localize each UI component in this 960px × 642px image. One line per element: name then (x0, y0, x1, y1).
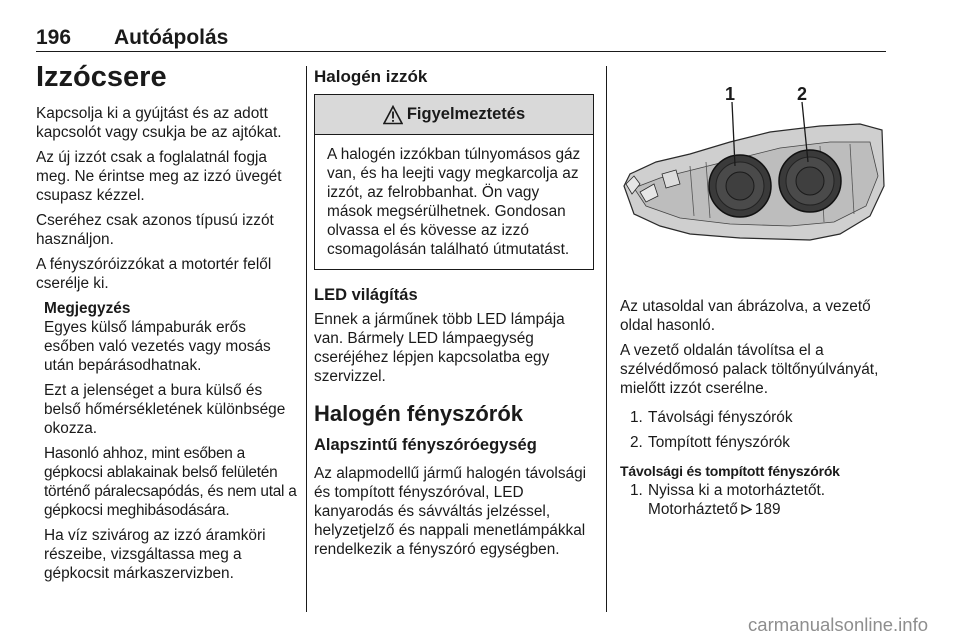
watermark: carmanualsonline.info (748, 614, 928, 635)
step-number: 1. (630, 482, 643, 499)
warning-header (315, 95, 593, 135)
page-reference-icon (741, 504, 752, 515)
step-body (648, 481, 825, 519)
column-divider-left (306, 66, 307, 612)
list-item-label: Tompított fényszórók (648, 434, 790, 451)
section-title: Autóápolás (114, 26, 229, 49)
headlamp-figure (620, 66, 886, 276)
paragraph: Kapcsolja ki a gyújtást és az adott kapcsolót vagy csukja be az ajtókat. (36, 105, 282, 141)
page-number: 196 (36, 26, 72, 49)
list-item (620, 408, 886, 427)
procedure-step (620, 481, 886, 519)
note-paragraph: Hasonló ahhoz, mint esőben a gépkocsi ablakainak belső felületén történő páralecsapódás, és nem utal a gépkocsi meghibásodására. (44, 445, 297, 519)
paragraph: A fényszóróizzókat a motortér felől cserélje ki. (36, 256, 272, 292)
led-heading: LED világítás (314, 286, 418, 304)
procedure-heading: Távolsági és tompított fényszórók (620, 463, 840, 479)
legend-list (620, 408, 886, 452)
list-item-number: 1. (630, 409, 643, 426)
figure-label-1: 1 (725, 84, 736, 104)
note-paragraph: Ezt a jelenséget a bura külső és belső hőmérsékletének különbsége okozza. (44, 382, 286, 437)
halogen-headlamps-heading: Halogén fényszórók (314, 401, 524, 426)
figure-caption: Az utasoldal van ábrázolva, a vezető oldal hasonló. (620, 298, 871, 334)
warning-text: A halogén izzókban túlnyomásos gáz van, és ha leejti vagy megkarcolja az izzót, az felrobbanhat. Ön vagy mások megsérülhetnek. Gondosan olvassa el és kövesse az izzó csomagolásán található útmutatást. (327, 146, 581, 258)
figure-label-2: 2 (797, 84, 808, 104)
step-reference-page[interactable]: 189 (754, 501, 781, 518)
base-headlamp-heading: Alapszintű fényszóróegység (314, 436, 537, 454)
list-item-number: 2. (630, 434, 643, 451)
list-item-label: Távolsági fényszórók (648, 409, 793, 426)
step-reference-text: Motorháztető (648, 501, 738, 518)
note-paragraph: Egyes külső lámpaburák erős esőben való vezetés vagy mosás után bepárásodhatnak. (44, 319, 271, 374)
step-text: Nyissa ki a motorháztetőt. (648, 482, 826, 499)
base-headlamp-paragraph: Az alapmodellű jármű halogén távolsági és tompított fényszóróval, LED kanyarodás és sávváltás jelzéssel, helyzetjelző és nappali menetlámpákkal rendelkezik a fényszóró egységben. (314, 465, 587, 558)
column-divider-right (606, 66, 607, 612)
halogen-bulbs-heading: Halogén izzók (314, 67, 428, 86)
column-middle (314, 60, 594, 565)
warning-triangle-icon (383, 105, 403, 125)
note-paragraph: Ha víz szivárog az izzó áramköri részeibe, vizsgáltassa meg a gépkocsit márkaszervizben. (44, 527, 266, 582)
page-title: Izzócsere (36, 61, 167, 93)
page-header (36, 26, 886, 52)
led-paragraph: Ennek a járműnek több LED lámpája van. Bármely LED lámpaegység cseréjéhez lépjen kapcsolatba egy szervizzel. (314, 311, 565, 385)
list-item (620, 433, 886, 452)
warning-box (314, 94, 594, 270)
paragraph: Az új izzót csak a foglalatnál fogja meg. Ne érintse meg az izzó üvegét csupasz kézzel. (36, 149, 282, 204)
note-title: Megjegyzés (44, 300, 131, 317)
figure-instruction: A vezető oldalán távolítsa el a szélvédőmosó palack töltőnyúlványát, mielőtt izzót cserélne. (620, 342, 879, 397)
warning-title: Figyelmeztetés (406, 105, 526, 123)
column-left (36, 60, 298, 589)
paragraph: Cseréhez csak azonos típusú izzót használjon. (36, 212, 274, 248)
note-block (36, 299, 298, 583)
column-right (620, 60, 886, 519)
